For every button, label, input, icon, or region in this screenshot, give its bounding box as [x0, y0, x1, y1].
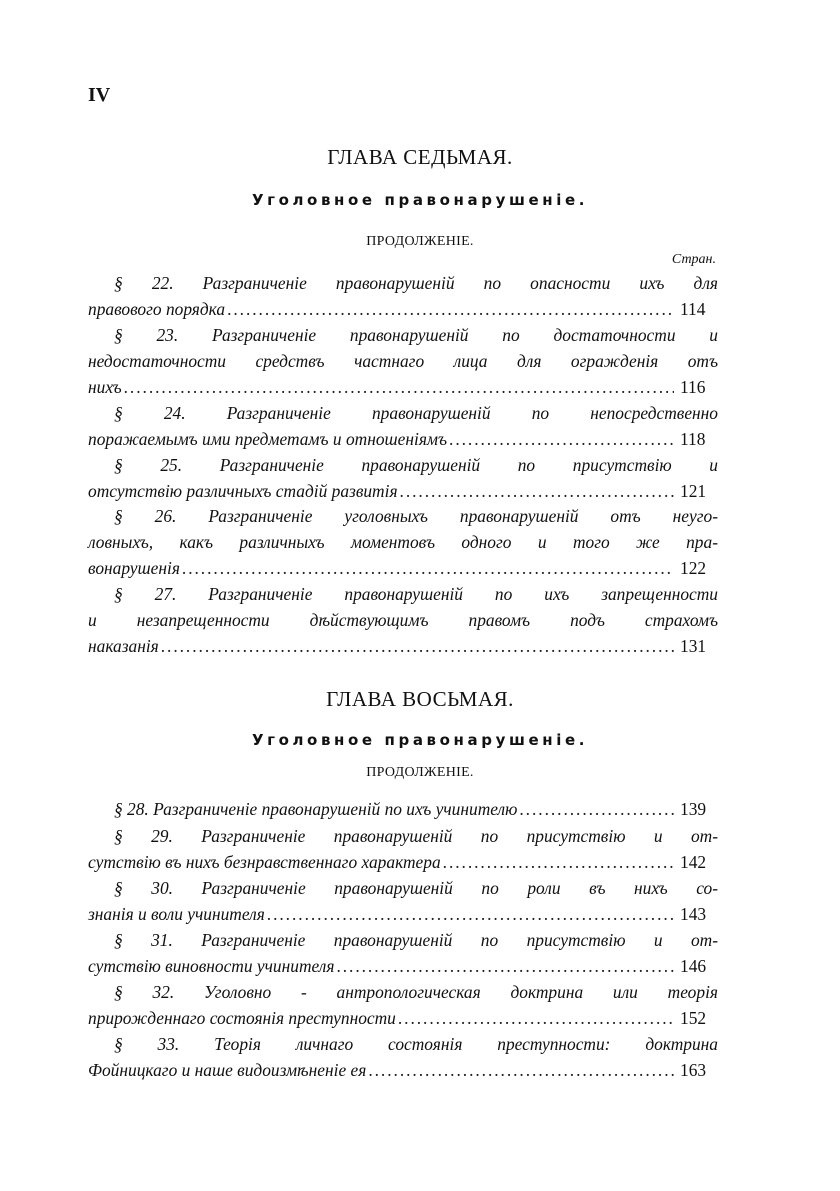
toc-entry-line: § 26. Разграниченіе уголовныхъ правонарушеній отъ неуго-: [114, 506, 718, 526]
toc-entry: [88, 1031, 718, 1083]
toc-entry-last-line: [88, 478, 718, 504]
toc-entry-text: прирожденнаго состоянія преступности: [88, 1008, 396, 1028]
page-reference: 143: [680, 904, 707, 924]
toc-entry-text: сутствію виновности учинителя: [88, 956, 335, 976]
page-reference: 152: [680, 1008, 707, 1028]
toc-entry: [88, 927, 718, 979]
dot-leader: [182, 555, 674, 581]
chapter-heading: ГЛАВА СЕДЬМАЯ.: [327, 145, 513, 169]
page-reference: 116: [680, 377, 706, 397]
dot-leader: [336, 953, 674, 979]
dot-leader: [398, 1005, 674, 1031]
toc-entry: [88, 452, 718, 504]
page-reference: 146: [680, 956, 707, 976]
toc-entry-text: знанія и воли учинителя: [88, 904, 265, 924]
dot-leader: [227, 296, 674, 322]
toc-entry-last-line: [88, 426, 718, 452]
toc-entry-line: § 27. Разграниченіе правонарушеній по ихъ запрещенности: [114, 584, 718, 604]
page-reference: 139: [680, 799, 707, 819]
toc-entry-line: § 30. Разграниченіе правонарушеній по роли въ нихъ со-: [114, 878, 718, 898]
toc-entry: [88, 875, 718, 927]
page-reference: 121: [680, 481, 707, 501]
page-reference: 118: [680, 429, 706, 449]
toc-entry: [88, 400, 718, 452]
continuation-label: ПРОДОЛЖЕНІЕ.: [366, 234, 474, 249]
continuation-label: ПРОДОЛЖЕНІЕ.: [366, 765, 474, 780]
dot-leader: [124, 374, 674, 400]
toc-entry-last-line: [88, 953, 718, 979]
toc-entry: [88, 581, 718, 659]
toc-entry-text: поражаемымъ ими предметамъ и отношеніямъ: [88, 429, 448, 449]
toc-entry-last-line: [88, 1005, 718, 1031]
toc-entry-last-line: [88, 796, 718, 822]
toc-entry-text: Фойницкаго и наше видоизмѣненіе ея: [88, 1060, 367, 1080]
toc-entry-line: § 32. Уголовно - антропологическая доктрина или теорія: [114, 982, 718, 1002]
dot-leader: [449, 426, 674, 452]
page-reference: 142: [680, 852, 707, 872]
chapter-heading: ГЛАВА ВОСЬМАЯ.: [326, 687, 514, 711]
toc-entry-line: и незапрещенности дѣйствующимъ правомъ подъ страхомъ: [88, 610, 718, 630]
toc-entry-line: § 24. Разграниченіе правонарушеній по непосредственно: [114, 403, 718, 423]
dot-leader: [267, 901, 674, 927]
toc-entry-last-line: [88, 296, 718, 322]
page-reference: 114: [680, 299, 706, 319]
toc-entry: [88, 270, 718, 322]
page-column-label: Стран.: [671, 252, 716, 267]
toc-entry-text: наказанія: [88, 636, 159, 656]
toc-entry: [88, 979, 718, 1031]
toc-entry: [88, 796, 718, 822]
toc-entry-line: § 31. Разграниченіе правонарушеній по присутствію и от-: [114, 930, 718, 950]
toc-entry-last-line: [88, 555, 718, 581]
page-reference: 122: [680, 558, 707, 578]
chapter-subtitle: Уголовное правонарушеніе.: [251, 191, 589, 209]
toc-entry: [88, 503, 718, 581]
page-number: IV: [88, 84, 111, 106]
toc-entry: [88, 823, 718, 875]
toc-entry-text: отсутствію различныхъ стадій развитія: [88, 481, 398, 501]
dot-leader: [368, 1057, 674, 1083]
toc-entry-text: правового порядка: [88, 299, 226, 319]
toc-entry-line: § 22. Разграниченіе правонарушеній по опасности ихъ для: [114, 273, 718, 293]
toc-entry-last-line: [88, 374, 718, 400]
toc-entry-line: § 25. Разграниченіе правонарушеній по присутствію и: [114, 455, 718, 475]
toc-entry-text: § 28. Разграниченіе правонарушеній по ихъ учинителю: [114, 799, 518, 819]
toc-entry-last-line: [88, 633, 718, 659]
page-reference: 131: [680, 636, 707, 656]
dot-leader: [519, 796, 674, 822]
chapter-subtitle: Уголовное правонарушеніе.: [251, 731, 589, 749]
toc-entry-line: § 33. Теорія личнаго состоянія преступности: доктрина: [114, 1034, 718, 1054]
toc-entry-line: недостаточности средствъ частнаго лица для огражденія отъ: [88, 351, 718, 371]
toc-entry-line: § 29. Разграниченіе правонарушеній по присутствію и от-: [114, 826, 718, 846]
toc-entry-text: вонарушенія: [88, 558, 180, 578]
toc-entry-text: нихъ: [88, 377, 122, 397]
dot-leader: [443, 849, 674, 875]
toc-entry-line: ловныхъ, какъ различныхъ моментовъ одного и того же пра-: [88, 532, 718, 552]
toc-entry-last-line: [88, 1057, 718, 1083]
toc-entry-last-line: [88, 849, 718, 875]
toc-entry-text: сутствію въ нихъ безнравственнаго характера: [88, 852, 441, 872]
dot-leader: [161, 633, 674, 659]
toc-entry-line: § 23. Разграниченіе правонарушеній по достаточности и: [114, 325, 718, 345]
page-reference: 163: [680, 1060, 707, 1080]
dot-leader: [400, 478, 674, 504]
toc-entry-last-line: [88, 901, 718, 927]
toc-entry: [88, 322, 718, 400]
